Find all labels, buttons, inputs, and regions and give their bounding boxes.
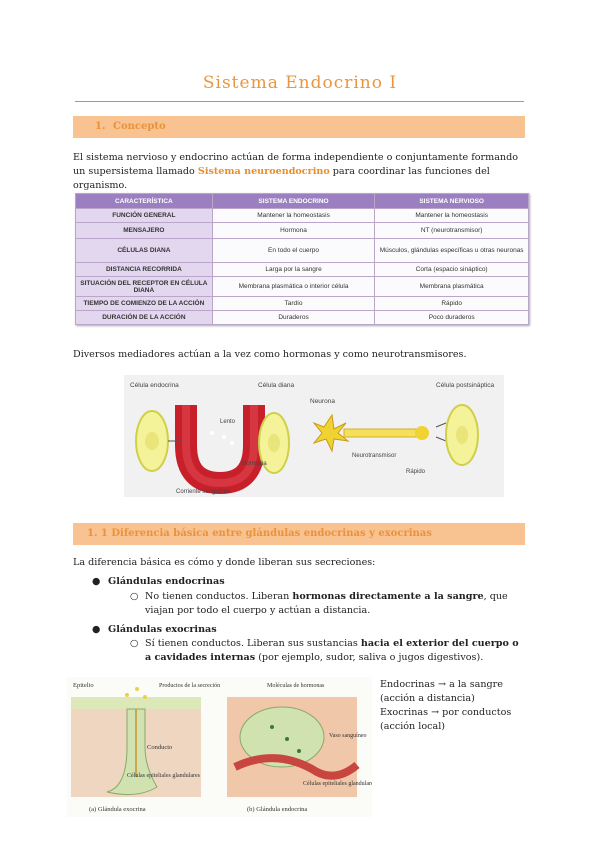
table-cell-key: CÉLULAS DIANA: [76, 239, 213, 263]
label-vaso: Vaso sanguíneo: [329, 733, 367, 739]
label-celula-postsinaptica: Célula postsináptica: [436, 382, 495, 389]
table-row: [76, 263, 529, 277]
table-cell: Hormona: [212, 223, 375, 239]
table-cell: Músculos, glándulas específicas u otras neuronas: [375, 239, 529, 263]
synapse-arrow: [436, 423, 446, 427]
intro-text-1: El sistema nervioso y endocrino actúan de forma independiente o conjuntamente formando un supersistema llamado: [73, 152, 519, 177]
bullet-text-post: (por ejemplo, sudor, saliva o jugos digestivos).: [258, 651, 484, 663]
comparison-table: [75, 193, 529, 325]
bullet-text-bold: hormonas directamente a la sangre: [292, 591, 484, 602]
bullet-text-pre: Sí tienen conductos. Liberan sus sustancias: [145, 638, 358, 649]
hormone-molecule: [297, 749, 301, 753]
table-cell: Membrana plasmática: [375, 277, 529, 297]
hormone-dot: [230, 441, 234, 445]
label-conducto: Conducto: [147, 744, 173, 751]
table-cell-key: DISTANCIA RECORRIDA: [76, 263, 213, 277]
side-notes: [380, 678, 520, 734]
table-cell: En todo el cuerpo: [212, 239, 375, 263]
label-celula-diana: Célula diana: [258, 382, 295, 389]
side-note-line: Endocrinas → a la sangre: [380, 679, 503, 690]
sub-bullet-marker: ○: [130, 591, 139, 602]
section-label: Concepto: [113, 121, 166, 132]
hormone-dot: [210, 431, 214, 435]
label-neurona: Neurona: [310, 398, 335, 405]
table-row: [76, 311, 529, 325]
figure1-svg: [124, 375, 504, 497]
epithelium-layer: [71, 697, 201, 709]
intro-text-2: para coordinar las funciones del organismo.: [73, 166, 490, 191]
section-band-concepto: [73, 116, 525, 138]
table-cell-key: DURACIÓN DE LA ACCIÓN: [76, 311, 213, 325]
postsynaptic-nucleus: [456, 426, 468, 444]
table-row: [76, 223, 529, 239]
table-cell-key: TIEMPO DE COMIENZO DE LA ACCIÓN: [76, 297, 213, 311]
neuron-body-shape: [314, 415, 348, 451]
figure2-svg: [67, 677, 372, 817]
table-cell-key: SITUACIÓN DEL RECEPTOR EN CÉLULA DIANA: [76, 277, 213, 297]
label-neurotransmisor: Neurotransmisor: [352, 453, 397, 459]
hormone-molecule: [270, 725, 274, 729]
section2-label: 1. 1 Diferencia básica entre glándulas endocrinas y exocrinas: [87, 528, 432, 539]
diff-intro: La diferencia básica es cómo y donde liberan sus secreciones:: [73, 557, 376, 568]
bullet-text-pre: No tienen conductos. Liberan: [145, 591, 290, 602]
side-note-line: Exocrinas → por conductos: [380, 707, 512, 718]
table-header: SISTEMA ENDOCRINO: [212, 194, 375, 209]
table-header: SISTEMA NERVIOSO: [375, 194, 529, 209]
label-celulas-a: Células epiteliales glandulares: [127, 773, 200, 779]
caption-exocrina: (a) Glándula exocrina: [89, 806, 146, 813]
label-celulas-b: Células epiteliales glandulares: [303, 781, 372, 787]
secretion-dot: [143, 695, 147, 699]
table-row: [76, 239, 529, 263]
label-moleculas: Moléculas de hormonas: [267, 683, 325, 689]
table-cell: NT (neurotransmisor): [375, 223, 529, 239]
table-cell: Larga por la sangre: [212, 263, 375, 277]
intro-highlight: Sistema neuroendocrino: [197, 166, 330, 177]
label-celula-endocrina: Célula endocrina: [130, 382, 179, 389]
label-lento: Lento: [220, 419, 236, 425]
sub-bullet-marker: ○: [130, 638, 139, 649]
bullet-text-post: , que viajan por todo el cuerpo y actúan a distancia.: [145, 591, 508, 616]
synapse-arrow: [436, 437, 446, 441]
mediators-text: Diversos mediadores actúan a la vez como hormonas y como neurotransmisores.: [73, 349, 467, 360]
target-nucleus: [268, 434, 280, 452]
bullet-text-exocrinas: [145, 637, 523, 664]
figure-glands: [67, 677, 372, 817]
label-hormona: Hormona: [242, 461, 267, 467]
secretion-dot: [125, 693, 129, 697]
caption-endocrina: (b) Glándula endocrina: [247, 806, 308, 813]
table-header-row: [76, 194, 529, 209]
comparison-table-wrapper: [75, 193, 529, 325]
bullet-marker: ●: [92, 576, 101, 587]
bullet-heading-endocrinas: Glándulas endocrinas: [108, 576, 225, 587]
table-cell: Duraderos: [212, 311, 375, 325]
table-cell: Membrana plasmática o interior célula: [212, 277, 375, 297]
axon-shape: [344, 429, 426, 437]
hormone-molecule: [285, 737, 289, 741]
table-header: CARACTERÍSTICA: [76, 194, 213, 209]
side-note-line: (acción local): [380, 721, 446, 732]
table-row: [76, 209, 529, 223]
bullet-text-bold: hacia el exterior del cuerpo o a cavidades internas: [145, 638, 519, 663]
label-rapido: Rápido: [406, 469, 426, 475]
table-row: [76, 297, 529, 311]
table-cell: Rápido: [375, 297, 529, 311]
label-corriente: Corriente sanguínea: [176, 489, 231, 495]
table-cell-key: MENSAJERO: [76, 223, 213, 239]
label-productos: Productos de la secreción: [159, 683, 221, 689]
table-cell: Mantener la homeostasis: [375, 209, 529, 223]
label-epitelio: Epitelio: [73, 682, 94, 689]
bullet-heading-exocrinas: Glándulas exocrinas: [108, 624, 217, 635]
side-note-line: (acción a distancia): [380, 693, 475, 704]
axon-terminal: [415, 426, 429, 440]
bullet-text-endocrinas: [145, 590, 523, 617]
table-cell: Corta (espacio sináptico): [375, 263, 529, 277]
table-cell: Poco duraderos: [375, 311, 529, 325]
section-number: 1.: [95, 121, 106, 132]
section-band-diferencia: [73, 523, 525, 545]
title-divider: [75, 101, 524, 102]
table-cell: Tardío: [212, 297, 375, 311]
hormone-dot: [222, 435, 226, 439]
intro-paragraph: [73, 151, 528, 193]
table-row: [76, 277, 529, 297]
bullet-marker: ●: [92, 624, 101, 635]
figure-hormone-vs-neurotransmitter: [124, 375, 504, 497]
table-cell-key: FUNCIÓN GENERAL: [76, 209, 213, 223]
page-title: Sistema Endocrino I: [202, 73, 398, 93]
secretion-dot: [135, 687, 139, 691]
table-cell: Mantener la homeostasis: [212, 209, 375, 223]
endocrine-nucleus: [145, 432, 159, 450]
